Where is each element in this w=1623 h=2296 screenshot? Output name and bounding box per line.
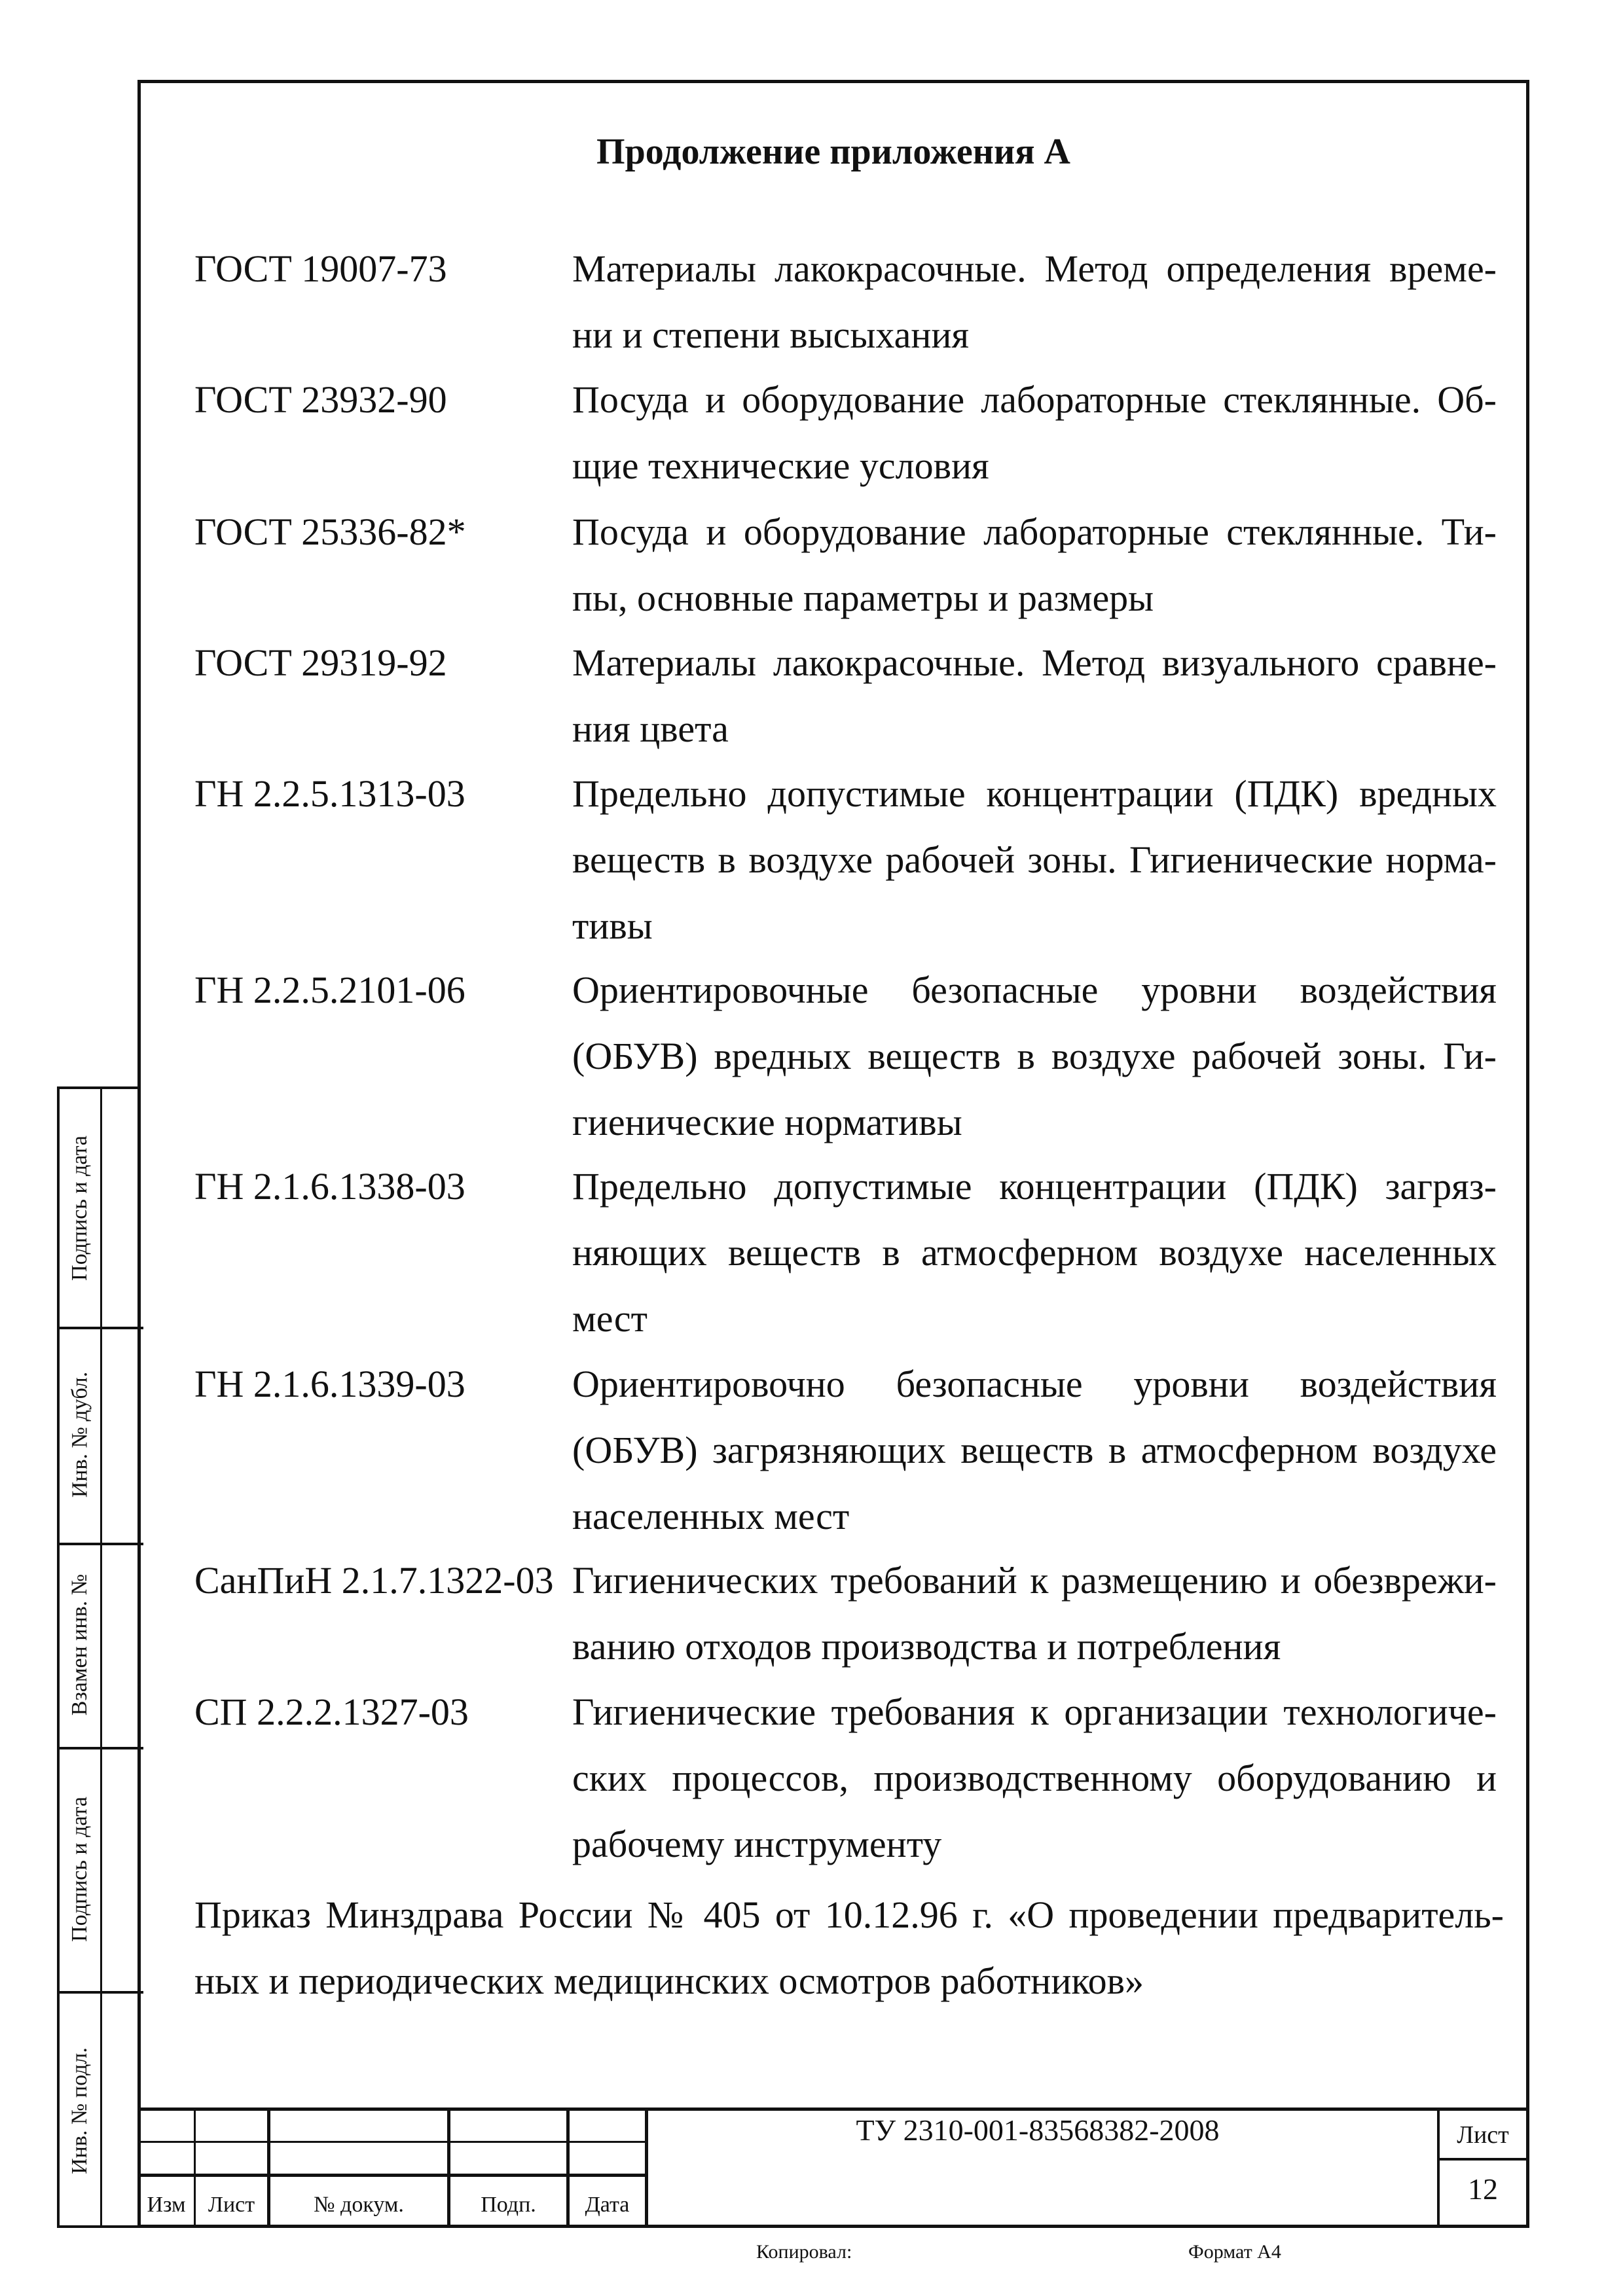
description-line: Гигиенических требований к размещению и обезврежи-: [572, 1559, 1497, 1602]
reference-description: [572, 761, 1497, 959]
side-label-sign-date-2: Подпись и дата: [67, 1796, 92, 1942]
reference-description: [572, 630, 1497, 762]
reference-description: [572, 367, 1497, 499]
description-line: Предельно допустимые концентрации (ПДК) загряз-: [572, 1165, 1497, 1208]
side-label-dup-inv: Инв. № дубл.: [67, 1371, 92, 1498]
order-line-1: Приказ Минздрава России № 405 от 10.12.96 г. «О проведении предваритель-: [194, 1893, 1504, 1936]
reference-code: ГН 2.1.6.1339-03: [194, 1363, 465, 1405]
description-line: Посуда и оборудование лабораторные стеклянные. Об-: [572, 378, 1497, 421]
reference-description: [572, 1351, 1497, 1549]
description-line: ни и степени высыхания: [572, 314, 970, 356]
reference-code: ГОСТ 23932-90: [194, 378, 447, 421]
description-line: рабочему инструменту: [572, 1823, 942, 1865]
description-line: Ориентировочно безопасные уровни воздействия: [572, 1363, 1497, 1405]
description-line: населенных мест: [572, 1495, 850, 1537]
document-code: ТУ 2310-001-83568382-2008: [856, 2113, 1220, 2147]
side-label-orig-inv: Инв. № подл.: [67, 2047, 92, 2174]
description-line: Гигиенические требования к организации технологиче-: [572, 1691, 1497, 1733]
reference-code: СП 2.2.2.1327-03: [194, 1691, 469, 1733]
sheet-label: Лист: [1457, 2121, 1509, 2149]
reference-description: [572, 957, 1497, 1155]
description-line: Предельно допустимые концентрации (ПДК) вредных: [572, 772, 1497, 815]
description-line: гиенические нормативы: [572, 1101, 962, 1143]
side-label-sign-date-1: Подпись и дата: [67, 1135, 92, 1281]
reference-description: [572, 1153, 1497, 1352]
description-line: Ориентировочные безопасные уровни воздействия: [572, 969, 1497, 1011]
description-line: ванию отходов производства и потребления: [572, 1625, 1281, 1668]
col-date: Дата: [585, 2193, 630, 2217]
reference-code: ГОСТ 29319-92: [194, 641, 447, 684]
reference-description: [572, 499, 1497, 631]
description-line: мест: [572, 1297, 647, 1340]
col-izm: Изм: [147, 2193, 186, 2217]
description-line: Посуда и оборудование лабораторные стеклянные. Ти-: [572, 511, 1497, 553]
description-line: (ОБУВ) вредных веществ в воздухе рабочей зоны. Ги-: [572, 1035, 1497, 1077]
side-stamp-column: [57, 1086, 141, 2228]
reference-code: ГН 2.2.5.2101-06: [194, 969, 465, 1011]
reference-code: ГОСТ 19007-73: [194, 247, 447, 290]
page-heading: Продолжение приложения А: [596, 132, 1070, 172]
reference-code: ГН 2.2.5.1313-03: [194, 772, 465, 815]
description-line: щие технические условия: [572, 444, 989, 487]
description-line: Материалы лакокрасочные. Метод визуального сравне-: [572, 641, 1497, 684]
reference-code: ГОСТ 25336-82*: [194, 511, 466, 553]
side-label-replace-inv: Взамен инв. №: [67, 1573, 92, 1716]
reference-description: [572, 1547, 1497, 1679]
reference-code: СанПиН 2.1.7.1322-03: [194, 1559, 554, 1602]
reference-description: [572, 236, 1497, 368]
order-line-2: ных и периодических медицинских осмотров работников»: [194, 1960, 1144, 2002]
description-line: тивы: [572, 905, 653, 947]
description-line: веществ в воздухе рабочей зоны. Гигиенические норма-: [572, 838, 1497, 881]
description-line: няющих веществ в атмосферном воздухе населенных: [572, 1231, 1497, 1274]
reference-code: ГН 2.1.6.1338-03: [194, 1165, 465, 1208]
description-line: пы, основные параметры и размеры: [572, 577, 1154, 619]
reference-description: [572, 1679, 1497, 1877]
description-line: Материалы лакокрасочные. Метод определения време-: [572, 247, 1497, 290]
sheet-number: 12: [1468, 2172, 1498, 2206]
description-line: (ОБУВ) загрязняющих веществ в атмосферном воздухе: [572, 1429, 1497, 1471]
description-line: ских процессов, производственному оборудованию и: [572, 1757, 1497, 1799]
description-line: ния цвета: [572, 708, 729, 750]
col-sheet: Лист: [208, 2193, 255, 2217]
col-doc-number: № докум.: [314, 2193, 404, 2217]
footer-copied: Копировал:: [756, 2241, 852, 2263]
footer-format: Формат А4: [1188, 2241, 1281, 2263]
col-signature: Подп.: [481, 2193, 536, 2217]
